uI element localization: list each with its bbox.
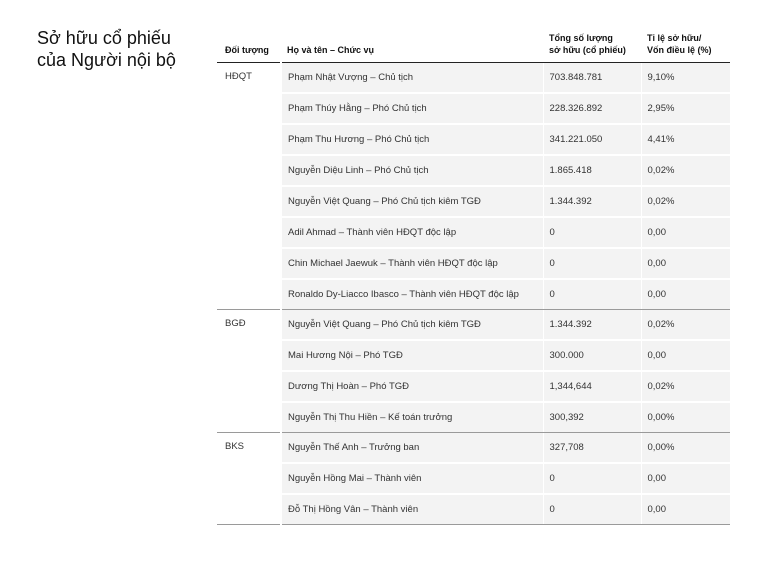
percentage-cell: 0,00% [641, 402, 730, 433]
header-quantity-line-2: sở hữu (cổ phiếu) [549, 45, 626, 55]
name-cell: Đỗ Thị Hồng Vân – Thành viên [281, 494, 543, 525]
table-row [217, 402, 730, 433]
table-row [217, 186, 730, 217]
quantity-cell: 1.344.392 [543, 310, 641, 341]
group-label: BKS [217, 433, 281, 525]
name-cell: Nguyễn Việt Quang – Phó Chủ tịch kiêm TGĐ [281, 310, 543, 341]
page-title-line-1: Sở hữu cổ phiếu [37, 28, 171, 48]
quantity-cell: 703.848.781 [543, 63, 641, 94]
quantity-cell: 0 [543, 279, 641, 310]
name-cell: Ronaldo Dy-Liacco Ibasco – Thành viên HĐQT độc lập [281, 279, 543, 310]
header-name: Họ và tên – Chức vụ [281, 32, 543, 63]
percentage-cell: 0,00 [641, 279, 730, 310]
header-group: Đối tượng [217, 32, 281, 63]
percentage-cell: 0,02% [641, 371, 730, 402]
quantity-cell: 327,708 [543, 433, 641, 464]
quantity-cell: 1.344.392 [543, 186, 641, 217]
header-percentage-line-2: Vốn điều lệ (%) [647, 45, 712, 55]
quantity-cell: 300.000 [543, 340, 641, 371]
table-row [217, 155, 730, 186]
quantity-cell: 0 [543, 494, 641, 525]
table-row [217, 248, 730, 279]
name-cell: Phạm Thúy Hằng – Phó Chủ tịch [281, 93, 543, 124]
table-row [217, 310, 730, 341]
percentage-cell: 0,02% [641, 310, 730, 341]
ownership-table [217, 32, 730, 525]
quantity-cell: 228.326.892 [543, 93, 641, 124]
percentage-cell: 9,10% [641, 63, 730, 94]
name-cell: Adil Ahmad – Thành viên HĐQT độc lập [281, 217, 543, 248]
group-label: BGĐ [217, 310, 281, 433]
name-cell: Nguyễn Việt Quang – Phó Chủ tịch kiêm TGĐ [281, 186, 543, 217]
header-percentage [641, 32, 730, 63]
name-cell: Nguyễn Diệu Linh – Phó Chủ tịch [281, 155, 543, 186]
quantity-cell: 1.865.418 [543, 155, 641, 186]
page-title-line-2: của Người nội bộ [37, 50, 176, 70]
quantity-cell: 0 [543, 463, 641, 494]
percentage-cell: 0,00 [641, 463, 730, 494]
quantity-cell: 1,344,644 [543, 371, 641, 402]
table-row [217, 433, 730, 464]
percentage-cell: 0,00 [641, 494, 730, 525]
name-cell: Mai Hương Nội – Phó TGĐ [281, 340, 543, 371]
page-title [37, 27, 176, 71]
table-row [217, 371, 730, 402]
percentage-cell: 0,02% [641, 155, 730, 186]
quantity-cell: 341.221.050 [543, 124, 641, 155]
quantity-cell: 0 [543, 217, 641, 248]
table-row [217, 463, 730, 494]
name-cell: Nguyễn Thị Thu Hiền – Kế toán trưởng [281, 402, 543, 433]
percentage-cell: 2,95% [641, 93, 730, 124]
quantity-cell: 300,392 [543, 402, 641, 433]
header-quantity-line-1: Tổng số lượng [549, 33, 613, 43]
percentage-cell: 0,00 [641, 248, 730, 279]
percentage-cell: 4,41% [641, 124, 730, 155]
group-label: HĐQT [217, 63, 281, 310]
table-row [217, 279, 730, 310]
percentage-cell: 0,00% [641, 433, 730, 464]
table-body [217, 63, 730, 525]
ownership-table-container [217, 32, 730, 525]
name-cell: Dương Thị Hoàn – Phó TGĐ [281, 371, 543, 402]
name-cell: Chin Michael Jaewuk – Thành viên HĐQT độc lập [281, 248, 543, 279]
quantity-cell: 0 [543, 248, 641, 279]
table-row [217, 124, 730, 155]
header-quantity [543, 32, 641, 63]
table-header-row [217, 32, 730, 63]
header-percentage-line-1: Tỉ lệ sở hữu/ [647, 33, 702, 43]
percentage-cell: 0,00 [641, 340, 730, 371]
name-cell: Nguyễn Thế Anh – Trưởng ban [281, 433, 543, 464]
table-row [217, 494, 730, 525]
table-row [217, 217, 730, 248]
percentage-cell: 0,00 [641, 217, 730, 248]
table-row [217, 340, 730, 371]
name-cell: Nguyễn Hồng Mai – Thành viên [281, 463, 543, 494]
table-row [217, 63, 730, 94]
name-cell: Phạm Nhật Vượng – Chủ tịch [281, 63, 543, 94]
name-cell: Phạm Thu Hương – Phó Chủ tịch [281, 124, 543, 155]
percentage-cell: 0,02% [641, 186, 730, 217]
table-row [217, 93, 730, 124]
